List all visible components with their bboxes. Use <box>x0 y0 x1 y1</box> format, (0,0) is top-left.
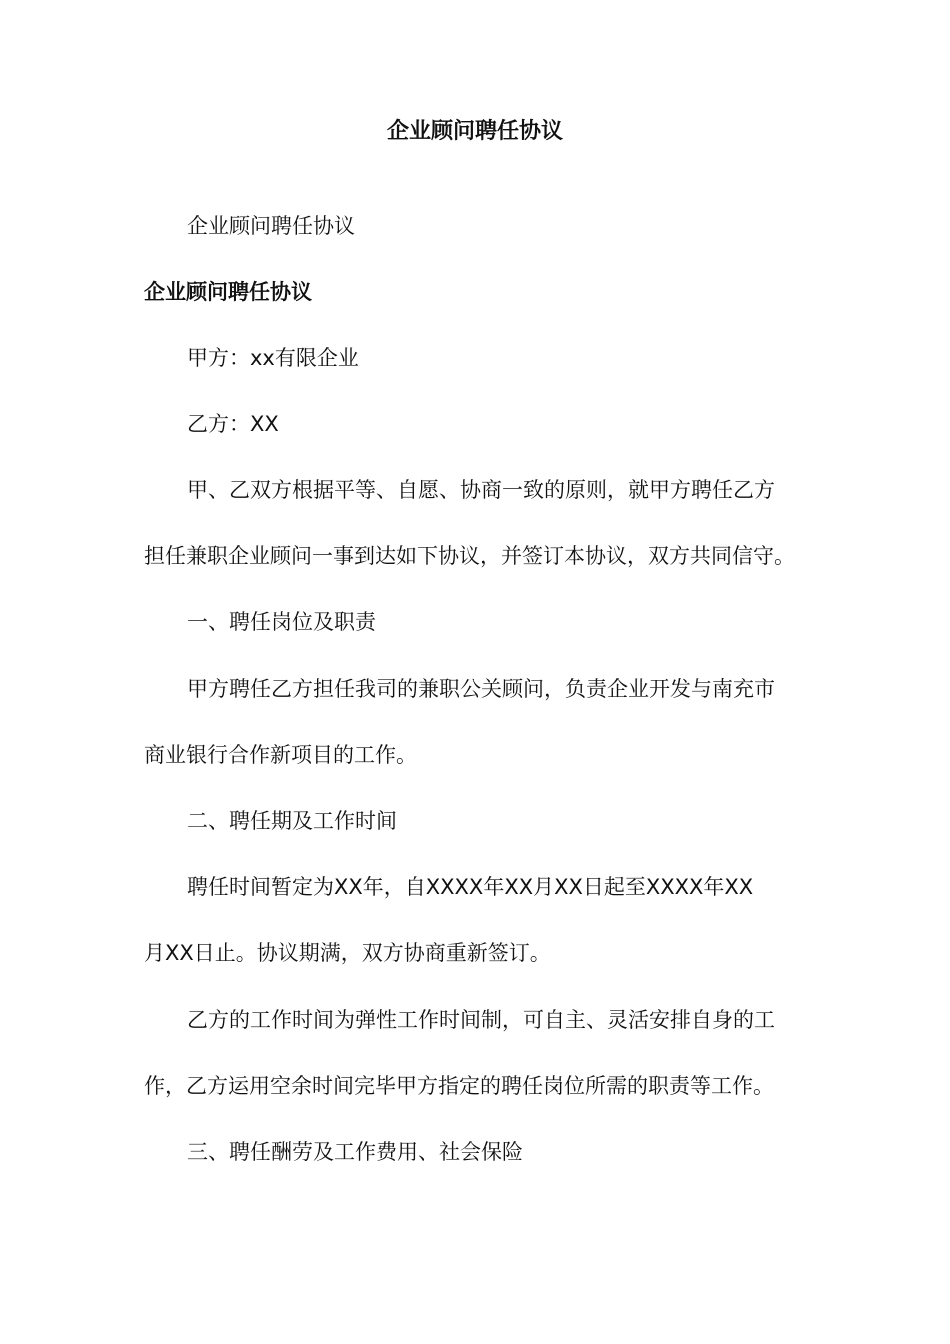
paragraph-line: 乙方的工作时间为弹性工作时间制，可自主、灵活安排自身的工 <box>187 1008 775 1032</box>
paragraph-line: 聘任时间暂定为XX年，自XXXX年XX月XX日起至XXXX年XX <box>187 875 754 899</box>
clause-heading: 一、聘任岗位及职责 <box>187 610 376 634</box>
party-b-line: 乙方：XX <box>187 412 279 436</box>
section-heading: 企业顾问聘任协议 <box>144 280 312 304</box>
clause-heading: 二、聘任期及工作时间 <box>187 809 397 833</box>
paragraph-line: 担任兼职企业顾问一事到达如下协议，并签订本协议，双方共同信守。 <box>144 544 795 568</box>
party-a-line: 甲方：xx有限企业 <box>187 346 359 370</box>
paragraph-line: 甲方聘任乙方担任我司的兼职公关顾问，负责企业开发与南充市 <box>187 677 775 701</box>
clause-heading: 三、聘任酬劳及工作费用、社会保险 <box>187 1140 523 1164</box>
paragraph-line: 商业银行合作新项目的工作。 <box>144 743 417 767</box>
paragraph-line: 月XX日止。协议期满，双方协商重新签订。 <box>144 941 551 965</box>
paragraph-line: 作，乙方运用空余时间完毕甲方指定的聘任岗位所需的职责等工作。 <box>144 1074 774 1098</box>
document-title: 企业顾问聘任协议 <box>386 119 563 144</box>
paragraph-line: 甲、乙双方根据平等、自愿、协商一致的原则，就甲方聘任乙方 <box>187 478 775 502</box>
subtitle-line: 企业顾问聘任协议 <box>187 214 355 238</box>
